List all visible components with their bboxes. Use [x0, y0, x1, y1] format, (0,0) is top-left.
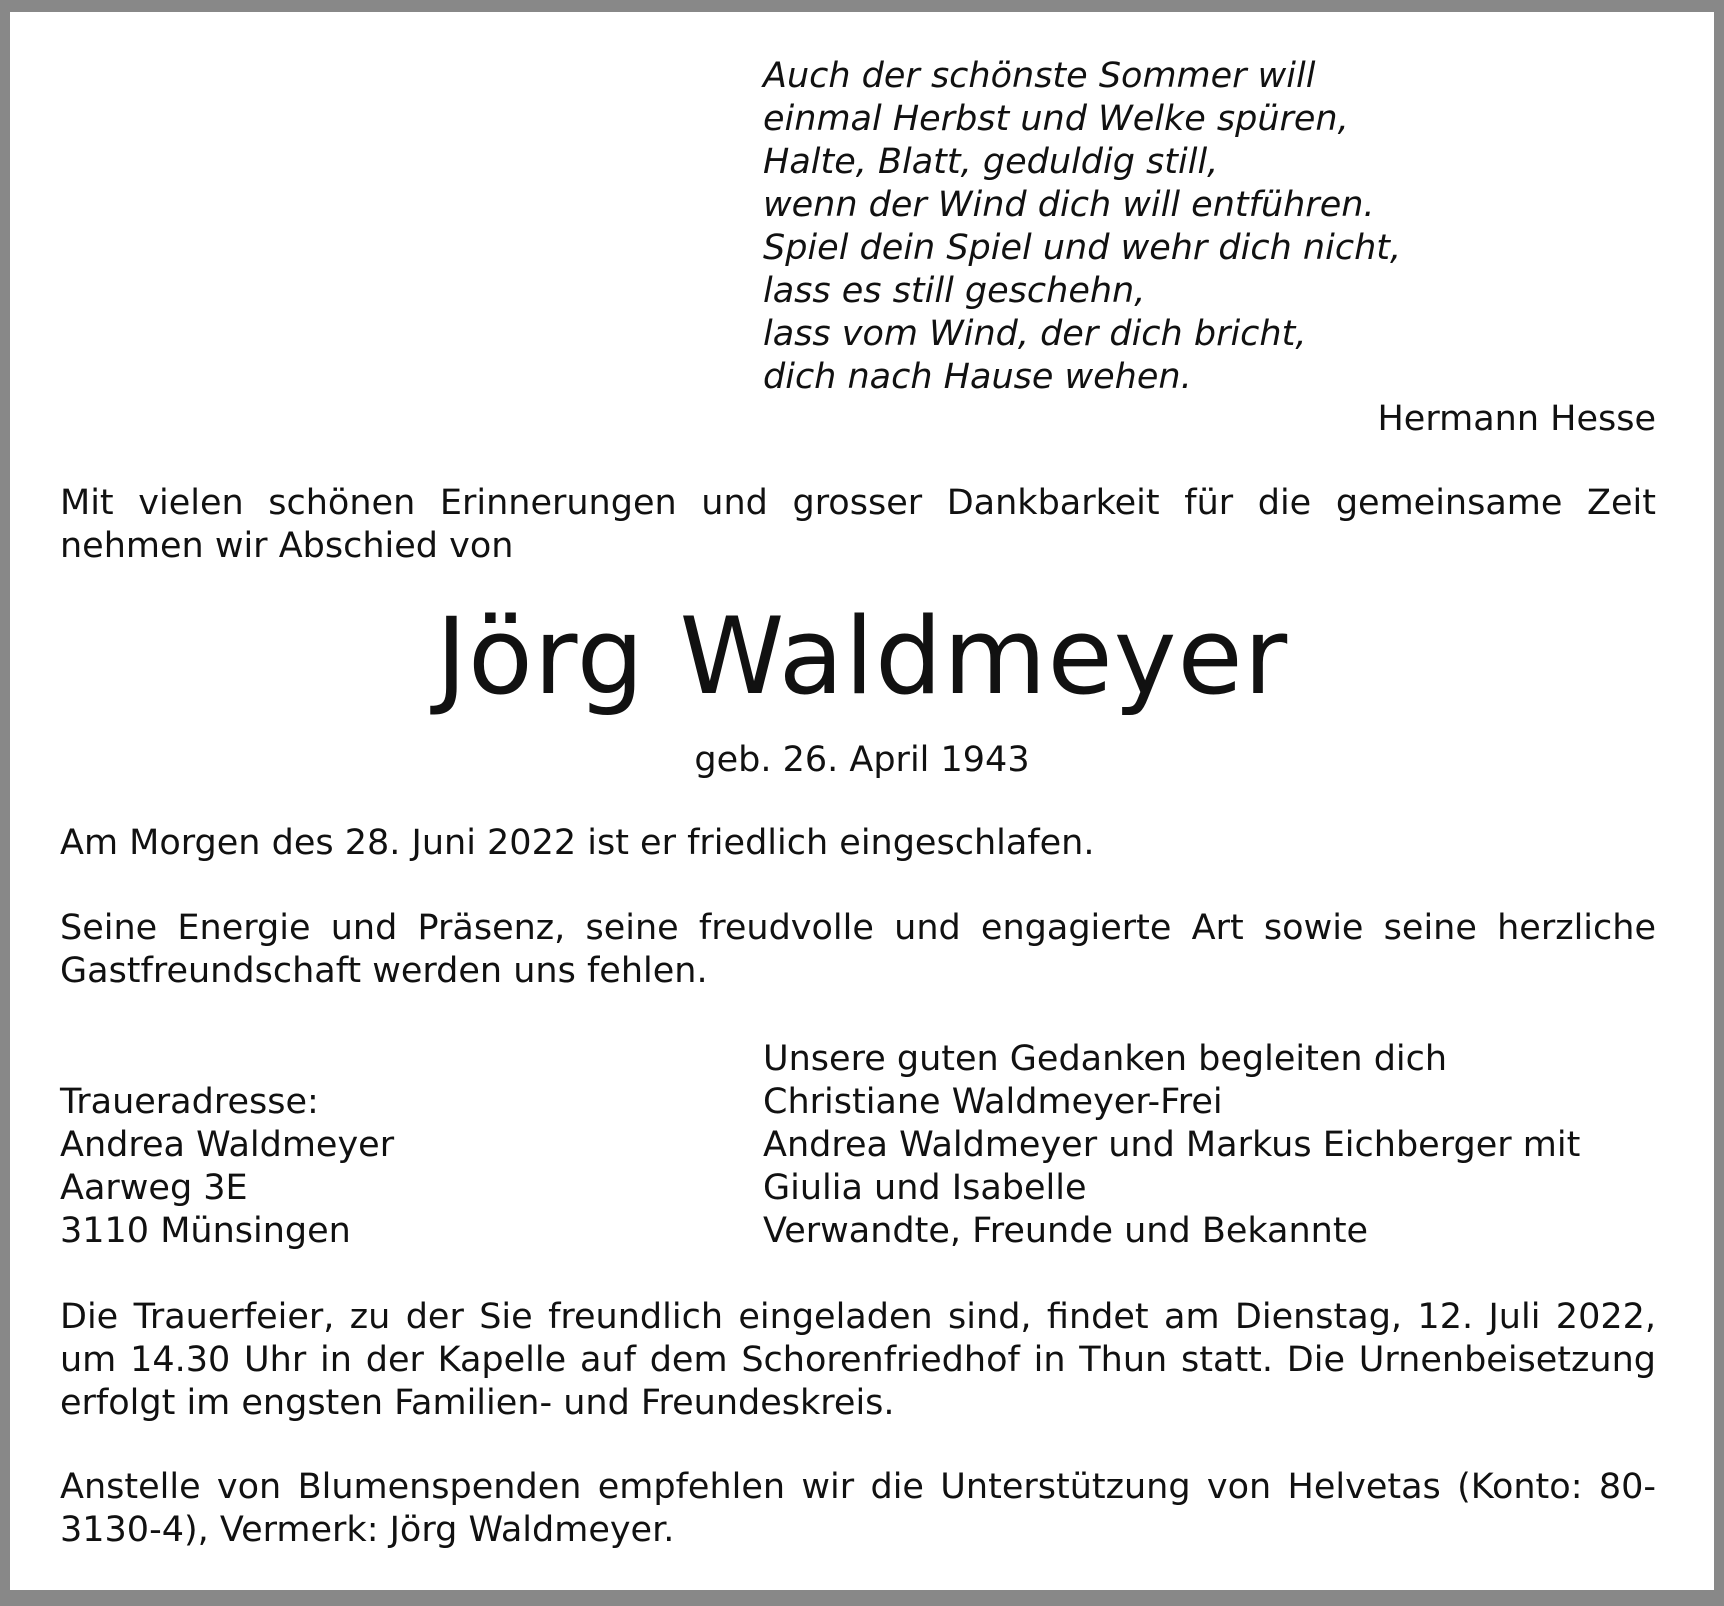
poem	[763, 55, 1683, 399]
poem-line: Halte, Blatt, geduldig still,	[763, 142, 1219, 182]
poem-line: Spiel dein Spiel und wehr dich nicht,	[763, 228, 1402, 268]
poem-line: dich nach Hause wehen.	[763, 357, 1192, 397]
donation-info: Anstelle von Blumenspenden empfehlen wir die Unterstützung von Helvetas (Konto: 80-3130-4), Vermerk: Jörg Waldmeyer.	[60, 1467, 1656, 1550]
address-line: Andrea Waldmeyer	[60, 1125, 395, 1165]
ceremony-info: Die Trauerfeier, zu der Sie freundlich eingeladen sind, findet am Dienstag, 12. Juli 2022, um 14.30 Uhr in der Kapelle auf dem Schorenfriedhof in Thun statt. Die Urnenbeisetzung erfolgt im engsten Familien- und Freundeskreis.	[60, 1297, 1656, 1423]
poem-line: einmal Herbst und Welke spüren,	[763, 99, 1349, 139]
address-line: 3110 Münsingen	[60, 1211, 351, 1251]
poem-line: wenn der Wind dich will entführen.	[763, 185, 1375, 225]
poem-line: lass vom Wind, der dich bricht,	[763, 314, 1307, 354]
poem-line: lass es still geschehn,	[763, 271, 1146, 311]
mourners-heading: Unsere guten Gedanken begleiten dich	[763, 1039, 1448, 1079]
deceased-name: Jörg Waldmeyer	[435, 595, 1289, 718]
death-notice: Am Morgen des 28. Juni 2022 ist er friedlich eingeschlafen.	[60, 823, 1095, 863]
memory-text: Seine Energie und Präsenz, seine freudvolle und engagierte Art sowie seine herzliche Gastfreundschaft werden uns fehlen.	[60, 908, 1656, 991]
address-label: Traueradresse:	[60, 1082, 319, 1122]
mourner-line: Giulia und Isabelle	[763, 1168, 1087, 1208]
mourner-line: Andrea Waldmeyer und Markus Eichberger mit	[763, 1125, 1581, 1165]
mourning-address	[60, 1081, 394, 1253]
intro-text: Mit vielen schönen Erinnerungen und grosser Dankbarkeit für die gemeinsame Zeit nehmen wir Abschied von	[60, 483, 1656, 566]
obituary-page	[10, 12, 1714, 1590]
poem-author: Hermann Hesse	[1377, 399, 1656, 439]
mourner-line: Verwandte, Freunde und Bekannte	[763, 1211, 1369, 1251]
poem-line: Auch der schönste Sommer will	[763, 56, 1316, 96]
address-line: Aarweg 3E	[60, 1168, 248, 1208]
mourners-list	[763, 1038, 1580, 1253]
mourner-line: Christiane Waldmeyer-Frei	[763, 1082, 1223, 1122]
birth-date: geb. 26. April 1943	[694, 740, 1030, 780]
